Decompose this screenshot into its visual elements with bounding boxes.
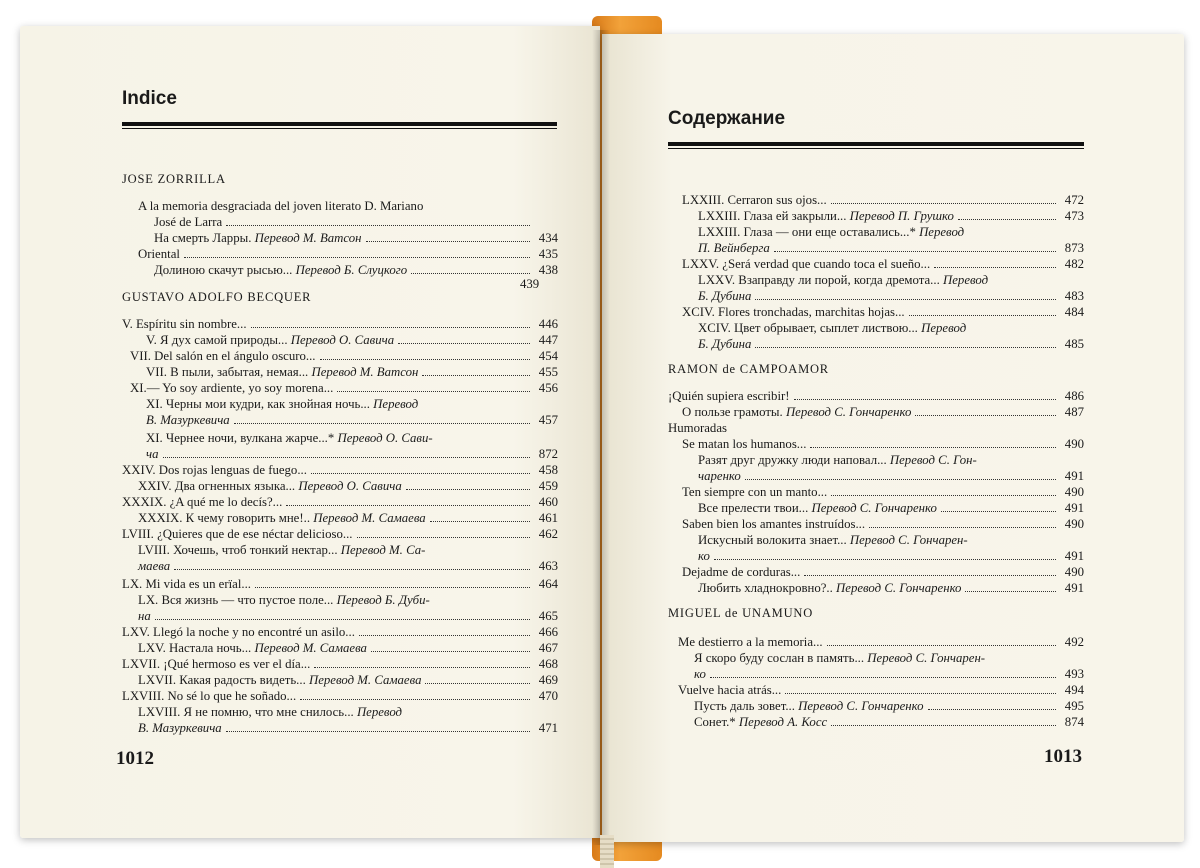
toc-entry: Ten siempre con un manto... 490 [682,485,1084,499]
entry-line: LXVIII. Я не помню, что мне снилось... Перевод [138,705,403,719]
right-page-title: Содержание [668,108,786,129]
toc-entry: чаренко 491 [698,469,1084,483]
toc-entry: ча 872 [146,447,558,461]
title-rule-thin [122,128,557,129]
entry-line: LVIII. Хочешь, чтоб тонкий нектар... Перевод М. Са- [138,543,426,557]
title-rule-thin [668,148,1084,149]
toc-entry: LXXIII. Глаза ей закрыли... Перевод П. Грушко 473 [698,209,1084,223]
entry-line: A la memoria desgraciada del joven literato D. Mariano [138,199,424,213]
toc-entry: Все прелести твои... Перевод С. Гончаренко 491 [698,501,1084,515]
toc-entry: ко 493 [694,667,1084,681]
toc-entry: XI.— Yo soy ardiente, yo soy morena... 456 [130,381,558,395]
toc-entry: В. Мазуркевича 471 [138,721,558,735]
entry-line: XCIV. Цвет обрывает, сыплет листвою... Перевод [698,321,967,335]
page-folio: 1013 [1044,746,1082,767]
entry-line: Humoradas [668,421,727,435]
toc-entry: V. Я дух самой природы... Перевод О. Савича 447 [146,333,558,347]
section-heading: JOSE ZORRILLA [122,172,226,186]
page-folio: 1012 [116,748,154,769]
toc-entry: LXV. Настала ночь... Перевод М. Самаева 467 [138,641,558,655]
toc-entry: LXXIII. Cerraron sus ojos... 472 [682,193,1084,207]
left-page [20,26,600,838]
toc-entry: Se matan los humanos... 490 [682,437,1084,451]
toc-entry: Oriental 435 [138,247,558,261]
toc-entry: XXXIX. К чему говорить мне!.. Перевод М. Самаева 461 [138,511,558,525]
entry-line: LXXV. Взаправду ли порой, когда дремота... Перевод [698,273,989,287]
page-number: 439 [520,277,540,291]
toc-entry: На смерть Ларры. Перевод М. Ватсон 434 [154,231,558,245]
toc-entry: П. Вейнберга 873 [698,241,1084,255]
toc-entry: Пусть даль зовет... Перевод С. Гончаренко 495 [694,699,1084,713]
section-heading: GUSTAVO ADOLFO BECQUER [122,290,312,304]
toc-entry: LXXV. ¿Será verdad que cuando toca el sueño... 482 [682,257,1084,271]
toc-entry: ко 491 [698,549,1084,563]
entry-line: XI. Черны мои кудри, как знойная ночь... Перевод [146,397,419,411]
book-gutter [592,30,610,845]
entry-line: LX. Вся жизнь — что пустое поле... Перевод Б. Дуби- [138,593,430,607]
right-page [602,34,1184,842]
toc-entry: LXV. Llegó la noche y no encontré un asilo... 466 [122,625,558,639]
toc-entry: Me destierro a la memoria... 492 [678,635,1084,649]
toc-entry: XXXIX. ¿A qué me lo decís?... 460 [122,495,558,509]
entry-line: Разят друг дружку люди наповал... Перевод С. Гон- [698,453,977,467]
entry-line: LXXIII. Глаза — они еще оставались...* Перевод [698,225,965,239]
toc-entry: Сонет.* Перевод А. Косс 874 [694,715,1084,729]
toc-entry: маева 463 [138,559,558,573]
toc-entry: VII. В пыли, забытая, немая... Перевод М. Ватсон 455 [146,365,558,379]
bookmark-ribbon [600,835,614,868]
toc-entry: Б. Дубина 485 [698,337,1084,351]
toc-entry: Saben bien los amantes instruídos... 490 [682,517,1084,531]
section-heading: MIGUEL de UNAMUNO [668,606,814,620]
toc-entry: LVIII. ¿Quieres que de ese néctar delicioso... 462 [122,527,558,541]
toc-entry: LXVIII. No sé lo que he soñado... 470 [122,689,558,703]
toc-entry: V. Espíritu sin nombre... 446 [122,317,558,331]
toc-entry: XCIV. Flores tronchadas, marchitas hojas... 484 [682,305,1084,319]
title-rule-thick [122,122,557,126]
toc-entry: Б. Дубина 483 [698,289,1084,303]
toc-entry: Любить хладнокровно?.. Перевод С. Гончаренко 491 [698,581,1084,595]
toc-entry: В. Мазуркевича 457 [146,413,558,427]
toc-entry: VII. Del salón en el ángulo oscuro... 454 [130,349,558,363]
toc-entry: José de Larra [154,214,558,230]
toc-entry: Vuelve hacia atrás... 494 [678,683,1084,697]
entry-line: XI. Чернее ночи, вулкана жарче...* Перевод О. Сави- [146,431,433,445]
section-heading: RAMON de CAMPOAMOR [668,362,829,376]
toc-entry: ¡Quién supiera escribir! 486 [668,389,1084,403]
toc-entry: XXIV. Dos rojas lenguas de fuego... 458 [122,463,558,477]
toc-entry: на 465 [138,609,558,623]
toc-entry: Долиною скачут рысью... Перевод Б. Слуцкого 438 [154,263,558,277]
toc-entry: LXVII. Какая радость видеть... Перевод М. Самаева 469 [138,673,558,687]
toc-entry: О пользе грамоты. Перевод С. Гончаренко 487 [682,405,1084,419]
left-page-title: Indice [122,88,177,109]
toc-entry: XXIV. Два огненных языка... Перевод О. Савича 459 [138,479,558,493]
toc-entry: Dejadme de corduras... 490 [682,565,1084,579]
toc-entry: LX. Mi vida es un erïal... 464 [122,577,558,591]
toc-entry: LXVII. ¡Qué hermoso es ver el día... 468 [122,657,558,671]
entry-line: Я скоро буду сослан в память... Перевод С. Гончарен- [694,651,986,665]
entry-line: Искусный волокита знает... Перевод С. Гончарен- [698,533,968,547]
title-rule-thick [668,142,1084,146]
